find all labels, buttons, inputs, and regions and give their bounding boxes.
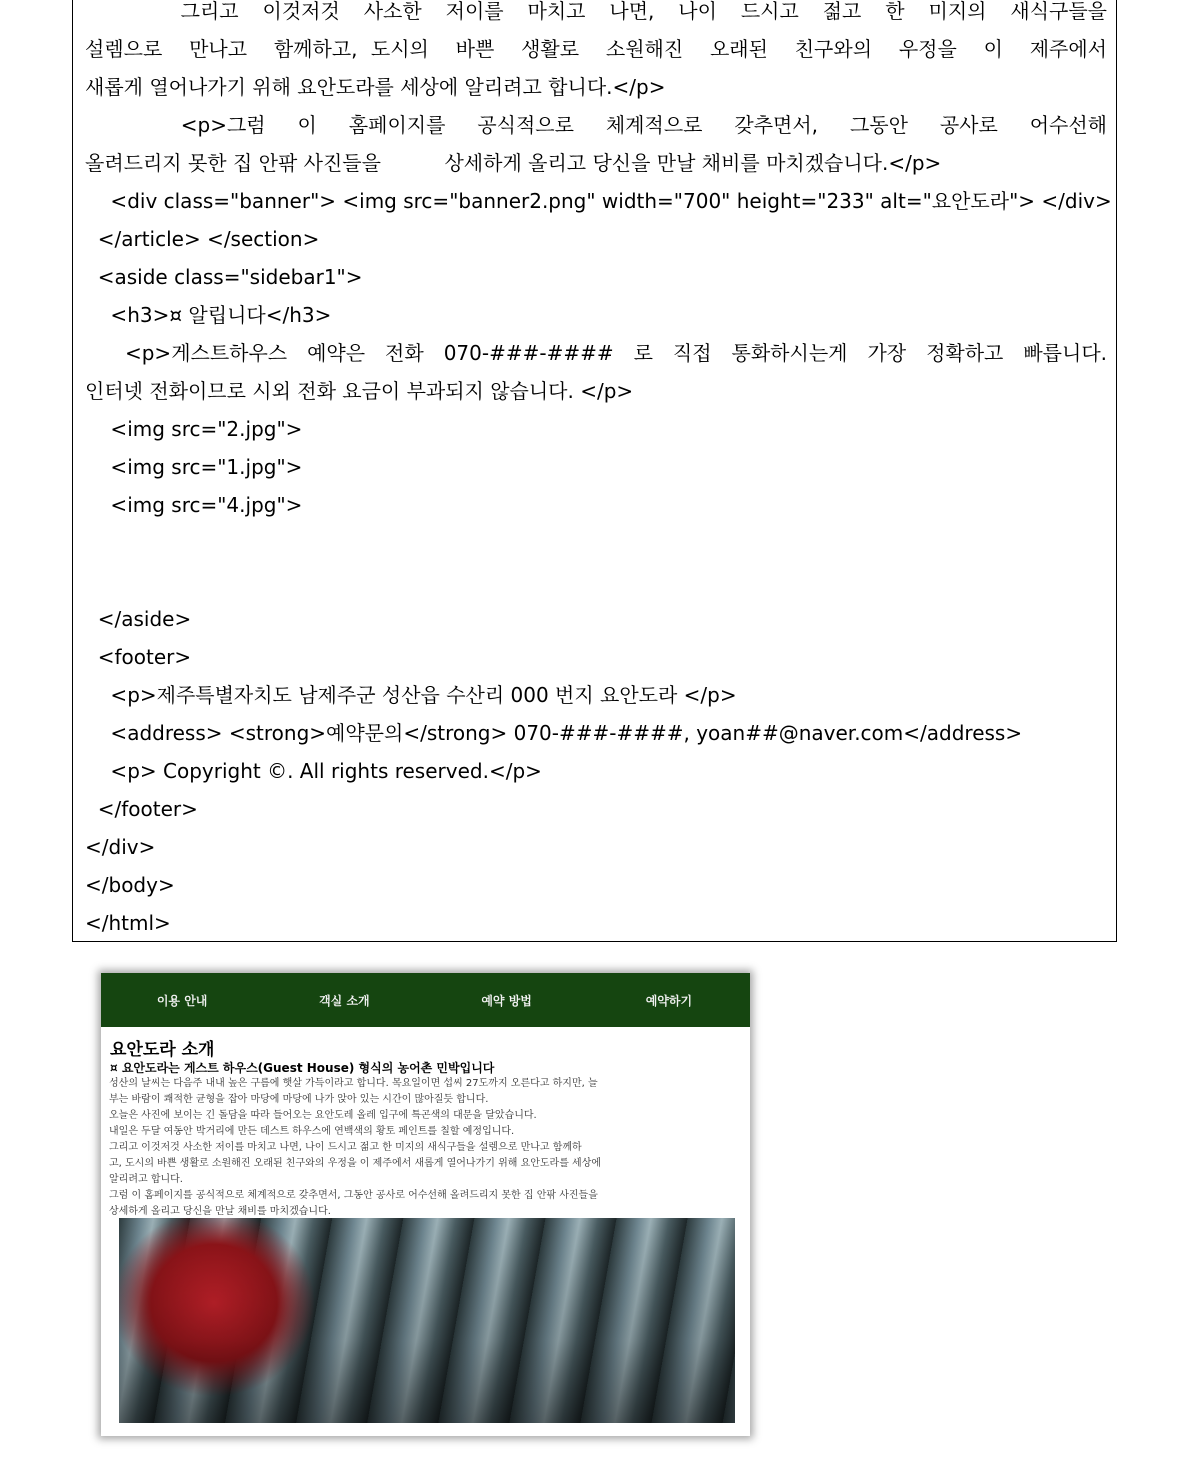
code-line: <h3>¤ 알립니다</h3> (85, 303, 332, 327)
code-line: 인터넷 전화이므로 시외 전화 요금이 부과되지 않습니다. </p> (85, 379, 634, 403)
code-line: <img src="2.jpg"> (85, 417, 303, 441)
code-line: <p>제주특별자치도 남제주군 성산읍 수산리 000 번지 요안도라 </p> (85, 683, 737, 707)
intro-text-line: 알리려고 합니다. (109, 1174, 183, 1185)
intro-text-line: 고, 도시의 바쁜 생활로 소원해진 오래된 친구와의 우정을 이 제주에서 새롭게 열어나가기 위해 요안도라를 세상에 (109, 1158, 602, 1169)
code-line: <footer> (85, 645, 192, 669)
code-line: </html> (85, 911, 171, 935)
rendered-page-preview (101, 973, 750, 1436)
code-line: <p>그럼 이 홈페이지를 공식적으로 체계적으로 갖추면서, 그동안 공사로 어수선해 (85, 113, 1107, 137)
code-line (85, 524, 1107, 562)
code-line: 그리고 이것저것 사소한 저이를 마치고 나면, 나이 드시고 젊고 한 미지의 새식구들을 (85, 0, 1107, 23)
code-line: <div class="banner"> <img src="banner2.png" width="700" height="233" alt="요안도라"> </div> (85, 189, 1112, 213)
code-line: <address> <strong>예약문의</strong> 070-###-####, yoan##@naver.com</address> (85, 721, 1023, 745)
intro-text-line: 그리고 이것저것 사소한 저이를 마치고 나면, 나이 드시고 젊고 한 미지의 새식구들을 설렘으로 만나고 함께하 (109, 1142, 582, 1153)
code-line: </article> </section> (85, 227, 320, 251)
code-line: 설렘으로 만나고 함께하고, 도시의 바쁜 생활로 소원해진 오래된 친구와의 우정을 이 제주에서 (85, 37, 1107, 61)
code-line: </footer> (85, 797, 198, 821)
code-line: <img src="4.jpg"> (85, 493, 303, 517)
code-line: <img src="1.jpg"> (85, 455, 303, 479)
intro-text-line: 오늘은 사진에 보이는 긴 돌담을 따라 들어오는 요안도레 올레 입구에 특곤색의 대문을 달았습니다. (109, 1110, 537, 1121)
nav-item-rooms[interactable]: 객실 소개 (319, 994, 370, 1008)
code-line: </div> (85, 835, 156, 859)
intro-text-line: 내일은 두달 여동안 박거리에 만든 데스트 하우스에 연백색의 황토 페인트를 칠할 예정입니다. (109, 1126, 515, 1137)
nav-item-usage-guide[interactable]: 이용 안내 (156, 994, 208, 1008)
code-line: </body> (85, 873, 175, 897)
banner-image (119, 1218, 735, 1423)
code-line (85, 562, 1107, 600)
navigation-bar (101, 973, 750, 1027)
intro-text-line: 부는 바람이 쾌적한 균형을 잡아 마당에 마당에 나가 앉아 있는 시간이 많아질듯 합니다. (109, 1094, 489, 1105)
intro-subtitle: ¤ 요안도라는 게스트 하우스(Guest House) 형식의 농어촌 민박입니다 (110, 1061, 495, 1075)
page-title: 요안도라 소개 (110, 1040, 215, 1060)
code-listing-box (72, 0, 1117, 942)
code-line: 새롭게 열어나가기 위해 요안도라를 세상에 알리려고 합니다.</p> (85, 75, 666, 99)
intro-text-line: 성산의 날씨는 다음주 내내 높은 구름에 햇살 가득이라고 합니다. 목요일이면 섭씨 27도까지 오른다고 하지만, 늘 (109, 1078, 598, 1089)
nav-item-booking-method[interactable]: 예약 방법 (481, 994, 532, 1008)
code-line: </aside> (85, 607, 192, 631)
code-line: <aside class="sidebar1"> (85, 265, 363, 289)
code-line: <p> Copyright ©. All rights reserved.</p> (85, 759, 542, 783)
intro-text-line: 상세하게 올리고 당신을 만날 채비를 마치겠습니다. (109, 1206, 331, 1217)
intro-text-line: 그럼 이 홈페이지를 공식적으로 체계적으로 갖추면서, 그동안 공사로 어수선해 올려드리지 못한 집 안팎 사진들을 (109, 1190, 598, 1201)
banner-image-shading (119, 1218, 735, 1423)
code-line: 올려드리지 못한 집 안팎 사진들을 상세하게 올리고 당신을 만날 채비를 마치겠습니다.</p> (85, 151, 942, 175)
code-line: <p>게스트하우스 예약은 전화 070-###-#### 로 직접 통화하시는게 가장 정확하고 빠릅니다. (85, 341, 1107, 365)
nav-item-book-now[interactable]: 예약하기 (645, 994, 693, 1008)
